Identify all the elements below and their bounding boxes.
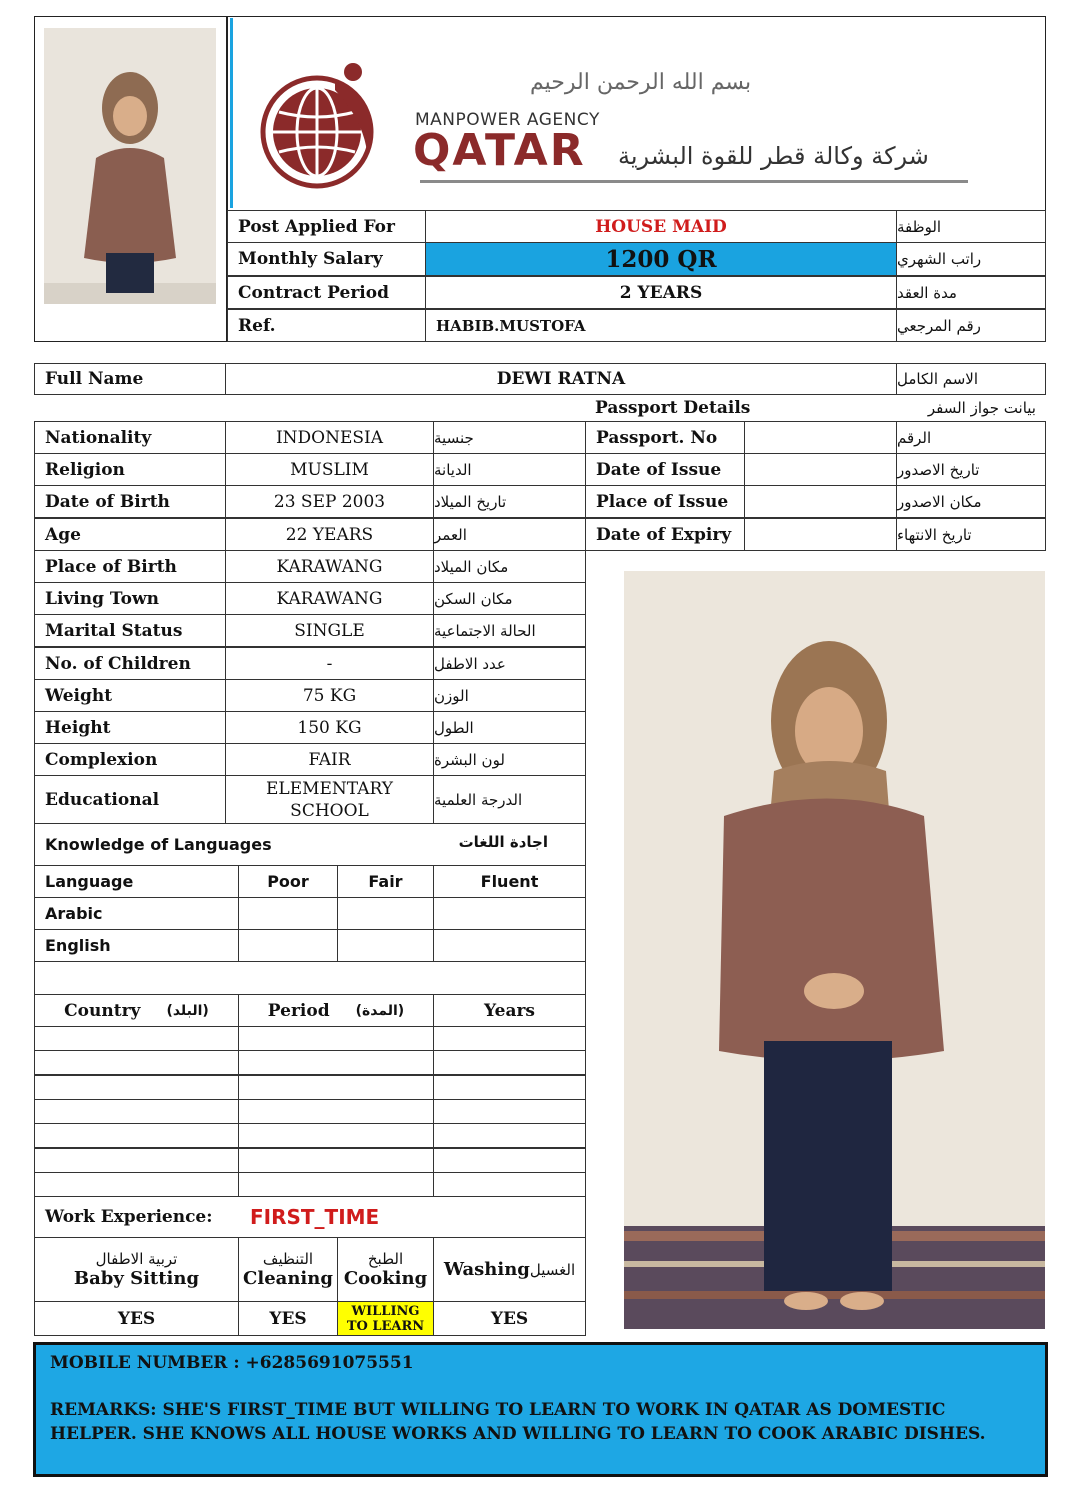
post-row-arabic: الوظفة <box>896 210 1046 243</box>
language-header: Language <box>34 865 239 898</box>
personal-row-label: No. of Children <box>34 647 226 680</box>
post-row-label: Ref. <box>227 309 426 342</box>
passport-row-label: Date of Expiry <box>585 518 745 551</box>
experience-cell <box>34 1026 239 1051</box>
skill-label: Cooking <box>343 1268 428 1289</box>
personal-row-value: SINGLE <box>225 614 434 647</box>
experience-cell <box>34 1148 239 1173</box>
experience-cell <box>34 1123 239 1148</box>
personal-row-arabic: لون البشرة <box>433 743 586 776</box>
language-level-cell <box>433 929 586 962</box>
personal-row-label: Nationality <box>34 421 226 454</box>
skill-arabic: التنظيف <box>262 1250 314 1268</box>
bismillah: بسم الله الرحمن الرحيم <box>530 70 752 95</box>
agency-top-text: MANPOWER AGENCY <box>415 110 600 130</box>
personal-row-arabic: مكان الميلاد <box>433 550 586 583</box>
small-photo <box>44 28 216 304</box>
personal-row-arabic: الطول <box>433 711 586 744</box>
passport-row-value <box>744 518 897 551</box>
passport-row-arabic: الرقم <box>896 421 1046 454</box>
post-row-arabic: راتب الشهري <box>896 242 1046 276</box>
language-level-cell <box>433 897 586 930</box>
language-row-label: English <box>34 929 239 962</box>
agency-name: QATAR <box>413 125 586 176</box>
full-name-value: DEWI RATNA <box>225 363 897 395</box>
language-level-cell <box>238 929 338 962</box>
experience-cell <box>433 1123 586 1148</box>
experience-cell <box>34 1099 239 1124</box>
work-experience-label: Work Experience: <box>34 1196 586 1238</box>
experience-cell <box>433 1050 586 1075</box>
personal-row-value: KARAWANG <box>225 550 434 583</box>
personal-row-label: Weight <box>34 679 226 712</box>
passport-row-arabic: مكان الاصدور <box>896 485 1046 518</box>
personal-row-value: 22 YEARS <box>225 518 434 551</box>
passport-title-arabic: بيانت جواز السفر <box>927 399 1036 417</box>
language-level-cell <box>337 897 434 930</box>
skill-label: Cleaning <box>243 1268 333 1289</box>
years-header: Years <box>433 994 586 1027</box>
experience-cell <box>34 1050 239 1075</box>
experience-cell <box>34 1172 239 1197</box>
agency-arabic-name: شركة وكالة قطر للقوة البشرية <box>618 142 929 170</box>
personal-row-value: FAIR <box>225 743 434 776</box>
skill-header <box>34 1237 239 1302</box>
skill-value: YES <box>433 1301 586 1336</box>
personal-row-label: Height <box>34 711 226 744</box>
personal-row-arabic: تاريخ الميلاد <box>433 485 586 518</box>
post-row-value: 1200 QR <box>425 242 897 276</box>
personal-row-value: MUSLIM <box>225 453 434 486</box>
experience-cell <box>433 1026 586 1051</box>
full-body-photo <box>624 571 1045 1329</box>
experience-cell <box>238 1099 434 1124</box>
languages-title: Knowledge of Languages <box>34 823 586 865</box>
language-level-cell <box>337 929 434 962</box>
experience-cell <box>34 1075 239 1100</box>
personal-row-label: Religion <box>34 453 226 486</box>
personal-row-value: INDONESIA <box>225 421 434 454</box>
language-header: Fair <box>337 865 434 898</box>
personal-row-label: Marital Status <box>34 614 226 647</box>
personal-row-value: ELEMENTARY SCHOOL <box>225 775 434 824</box>
period-header <box>238 994 434 1027</box>
skill-label: Baby Sitting <box>73 1268 200 1289</box>
agency-logo <box>255 60 405 199</box>
header-text: Country <box>64 1000 141 1021</box>
passport-row-arabic: تاريخ الاصدور <box>896 453 1046 486</box>
remarks: REMARKS: SHE'S FIRST_TIME BUT WILLING TO LEARN TO WORK IN QATAR AS DOMESTIC HELPER. SHE KNOWS ALL HOUSE WORKS AND WILLING TO LEARN TO COOK ARABIC DISHES. <box>50 1400 986 1444</box>
experience-cell <box>238 1172 434 1197</box>
skill-arabic: تربية الاطفال <box>95 1250 178 1268</box>
post-row-value: 2 YEARS <box>425 276 897 309</box>
experience-cell <box>433 1148 586 1173</box>
personal-row-value: 23 SEP 2003 <box>225 485 434 518</box>
passport-row-value <box>744 485 897 518</box>
passport-row-value <box>744 453 897 486</box>
passport-row-arabic: تاريخ الانتهاء <box>896 518 1046 551</box>
full-name-arabic: الاسم الكامل <box>896 363 1046 395</box>
personal-row-value: 150 KG <box>225 711 434 744</box>
experience-cell <box>238 1123 434 1148</box>
post-row-value: HOUSE MAID <box>425 210 897 243</box>
personal-row-arabic: الوزن <box>433 679 586 712</box>
personal-row-arabic: مكان السكن <box>433 582 586 615</box>
header-text: Period <box>267 1000 330 1021</box>
languages-title-arabic: اجادة اللغات <box>458 833 548 851</box>
personal-row-label: Educational <box>34 775 226 824</box>
skill-header <box>433 1237 586 1302</box>
personal-row-arabic: الدرجة العلمية <box>433 775 586 824</box>
skill-header <box>337 1237 434 1302</box>
experience-cell <box>433 1172 586 1197</box>
header-arabic: (المدة) <box>355 1002 405 1019</box>
passport-title: Passport Details <box>595 398 751 418</box>
personal-row-value: 75 KG <box>225 679 434 712</box>
personal-row-arabic: جنسية <box>433 421 586 454</box>
passport-row-value <box>744 421 897 454</box>
experience-cell <box>238 1026 434 1051</box>
personal-row-label: Date of Birth <box>34 485 226 518</box>
header-blue-rule <box>230 18 233 208</box>
post-row-arabic: رقم المرجعي <box>896 309 1046 342</box>
mobile-number: MOBILE NUMBER : +6285691075551 <box>50 1353 414 1373</box>
skill-arabic: الغسيل <box>529 1260 576 1279</box>
post-row-label: Post Applied For <box>227 210 426 243</box>
personal-row-arabic: عدد الاطفل <box>433 647 586 680</box>
full-name-label: Full Name <box>34 363 226 395</box>
post-row-label: Contract Period <box>227 276 426 309</box>
work-experience-value: FIRST_TIME <box>250 1205 380 1229</box>
personal-row-arabic: الديانة <box>433 453 586 486</box>
passport-row-label: Date of Issue <box>585 453 745 486</box>
header-underline <box>420 180 968 183</box>
passport-row-label: Passport. No <box>585 421 745 454</box>
personal-row-arabic: العمر <box>433 518 586 551</box>
experience-cell <box>238 1148 434 1173</box>
skill-value: YES <box>34 1301 239 1336</box>
personal-row-value: - <box>225 647 434 680</box>
skill-label: Washing <box>443 1259 530 1280</box>
personal-row-label: Place of Birth <box>34 550 226 583</box>
country-header <box>34 994 239 1027</box>
skill-value: WILLING TO LEARN <box>337 1301 434 1336</box>
personal-row-arabic: الحالة الاجتماعية <box>433 614 586 647</box>
post-row-arabic: مدة العقد <box>896 276 1046 309</box>
experience-spacer <box>34 961 586 995</box>
language-header: Poor <box>238 865 338 898</box>
language-header: Fluent <box>433 865 586 898</box>
skill-arabic: الطبخ <box>367 1250 404 1268</box>
skill-header <box>238 1237 338 1302</box>
language-row-label: Arabic <box>34 897 239 930</box>
experience-cell <box>238 1050 434 1075</box>
post-row-value: HABIB.MUSTOFA <box>425 309 897 342</box>
personal-row-label: Complexion <box>34 743 226 776</box>
passport-row-label: Place of Issue <box>585 485 745 518</box>
skill-value: YES <box>238 1301 338 1336</box>
post-row-label: Monthly Salary <box>227 242 426 276</box>
language-level-cell <box>238 897 338 930</box>
experience-cell <box>433 1099 586 1124</box>
personal-row-label: Living Town <box>34 582 226 615</box>
header-arabic: (البلد) <box>166 1002 209 1019</box>
experience-cell <box>433 1075 586 1100</box>
personal-row-label: Age <box>34 518 226 551</box>
experience-cell <box>238 1075 434 1100</box>
personal-row-value: KARAWANG <box>225 582 434 615</box>
